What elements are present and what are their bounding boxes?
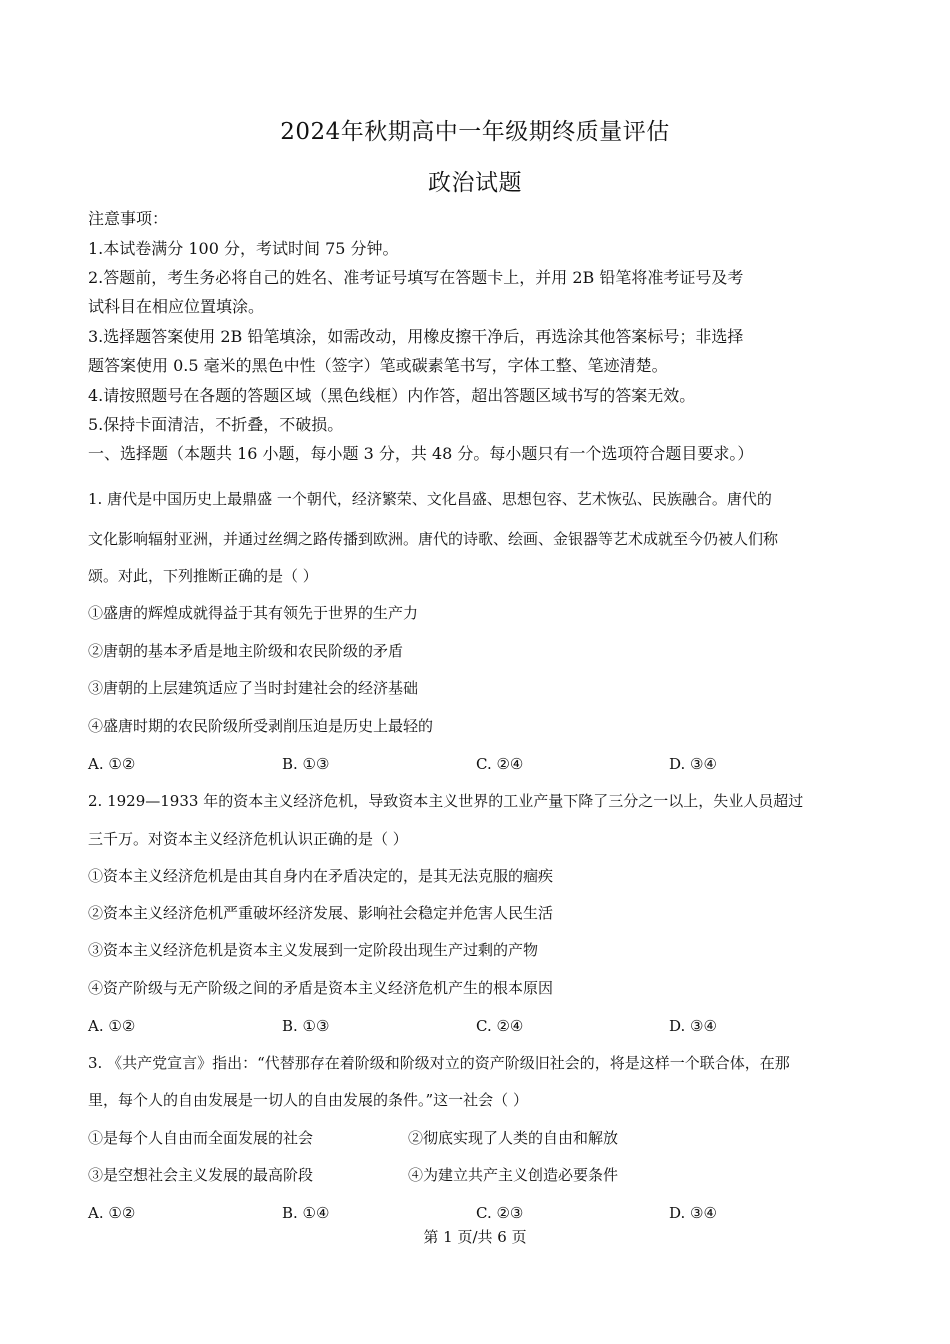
question-2-stem: 2. 1929—1933 年的资本主义经济危机，导致资本主义世界的工业产量下降了三分之一以上，失业人员超过 (88, 792, 804, 810)
notes-line: 试科目在相应位置填涂。 (88, 297, 265, 316)
notes-line: 4.请按照题号在各题的答题区域（黑色线框）内作答，超出答题区域书写的答案无效。 (88, 386, 696, 405)
notes-line: 5.保持卡面清洁，不折叠，不破损。 (88, 415, 344, 434)
option-d[interactable]: D. ③④ (669, 1204, 717, 1222)
option-a[interactable]: A. ①② (88, 1204, 136, 1222)
question-2-statement: ①资本主义经济危机是由其自身内在矛盾决定的，是其无法克服的痼疾 (88, 867, 554, 885)
question-3-stem: 里，每个人的自由发展是一切人的自由发展的条件。”这一社会（ ） (88, 1091, 528, 1109)
option-c[interactable]: C. ②③ (476, 1204, 524, 1222)
option-b[interactable]: B. ①③ (282, 755, 330, 773)
notes-line: 3.选择题答案使用 2B 铅笔填涂，如需改动，用橡皮擦干净后，再选涂其他答案标号；非选择 (88, 327, 744, 346)
question-1-options (88, 754, 868, 774)
question-3-statement-row (88, 1128, 868, 1148)
notes-line: 2.答题前，考生务必将自己的姓名、准考证号填写在答题卡上，并用 2B 铅笔将准考证号及考 (88, 268, 744, 287)
question-3-statement: ②彻底实现了人类的自由和解放 (408, 1129, 619, 1147)
question-2-statement: ②资本主义经济危机严重破坏经济发展、影响社会稳定并危害人民生活 (88, 904, 554, 922)
notes-heading: 注意事项： (88, 209, 169, 228)
question-3-options (88, 1203, 868, 1223)
option-d[interactable]: D. ③④ (669, 755, 717, 773)
option-a[interactable]: A. ①② (88, 1017, 136, 1035)
option-b[interactable]: B. ①③ (282, 1017, 330, 1035)
section-heading: 一、选择题（本题共 16 小题，每小题 3 分，共 48 分。每小题只有一个选项符合题目要求。） (88, 444, 754, 463)
question-3-statement: ④为建立共产主义创造必要条件 (408, 1166, 619, 1184)
notes-line: 1.本试卷满分 100 分，考试时间 75 分钟。 (88, 239, 399, 258)
question-3-statement: ③是空想社会主义发展的最高阶段 (88, 1166, 314, 1184)
question-1-statement: ④盛唐时期的农民阶级所受剥削压迫是历史上最轻的 (88, 717, 434, 735)
question-3-stem: 3. 《共产党宣言》指出：“代替那存在着阶级和阶级对立的资产阶级旧社会的，将是这样一个联合体，在那 (88, 1054, 790, 1072)
option-a[interactable]: A. ①② (88, 755, 136, 773)
question-2-statement: ③资本主义经济危机是资本主义发展到一定阶段出现生产过剩的产物 (88, 941, 539, 959)
question-2-options (88, 1016, 868, 1036)
question-3-statement-row (88, 1165, 868, 1185)
page-number: 第 1 页/共 6 页 (423, 1228, 527, 1246)
question-1-statement: ①盛唐的辉煌成就得益于其有领先于世界的生产力 (88, 604, 419, 622)
exam-subtitle: 政治试题 (428, 170, 522, 196)
question-1-stem: 1. 唐代是中国历史上最鼎盛 一个朝代，经济繁荣、文化昌盛、思想包容、艺术恢弘、民族融合。唐代的 (88, 490, 772, 508)
question-1-stem: 文化影响辐射亚洲，并通过丝绸之路传播到欧洲。唐代的诗歌、绘画、金银器等艺术成就至今仍被人们称 (88, 530, 779, 548)
notes-line: 题答案使用 0.5 毫米的黑色中性（签字）笔或碳素笔书写，字体工整、笔迹清楚。 (88, 356, 668, 375)
option-c[interactable]: C. ②④ (476, 1017, 524, 1035)
option-b[interactable]: B. ①④ (282, 1204, 330, 1222)
question-1-statement: ③唐朝的上层建筑适应了当时封建社会的经济基础 (88, 679, 419, 697)
question-2-stem: 三千万。对资本主义经济危机认识正确的是（ ） (88, 830, 408, 848)
option-d[interactable]: D. ③④ (669, 1017, 717, 1035)
question-2-statement: ④资产阶级与无产阶级之间的矛盾是资本主义经济危机产生的根本原因 (88, 979, 554, 997)
question-3-statement: ①是每个人自由而全面发展的社会 (88, 1129, 314, 1147)
question-1-stem: 颂。对此，下列推断正确的是（ ） (88, 567, 318, 585)
question-1-statement: ②唐朝的基本矛盾是地主阶级和农民阶级的矛盾 (88, 642, 404, 660)
exam-title: 2024年秋期高中一年级期终质量评估 (280, 119, 670, 145)
option-c[interactable]: C. ②④ (476, 755, 524, 773)
